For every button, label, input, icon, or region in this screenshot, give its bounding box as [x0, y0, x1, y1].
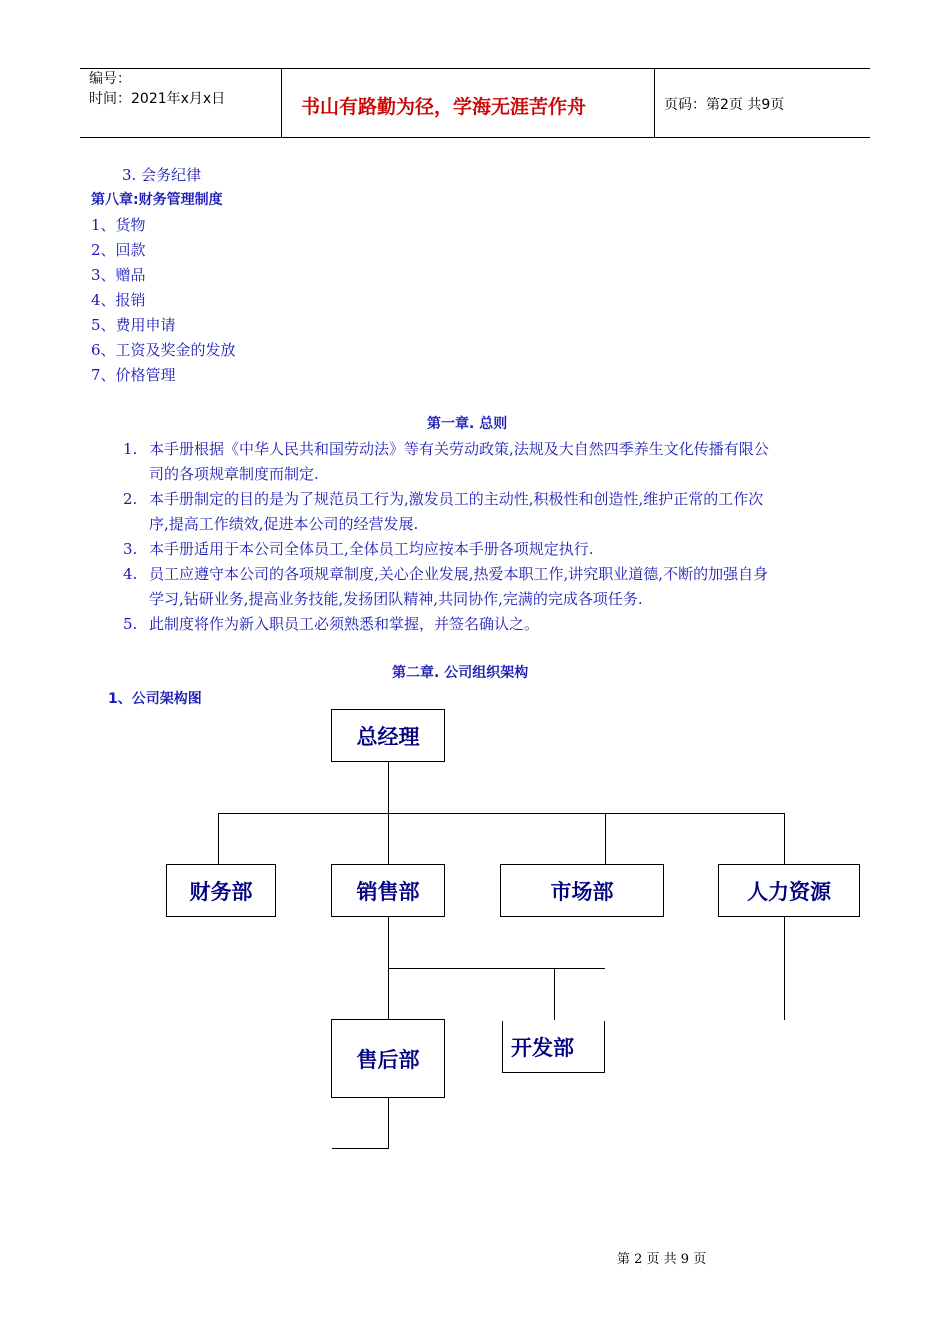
item-line: 本手册根据《中华人民共和国劳动法》等有关劳动政策,法规及大自然四季养生文化传播有限公 [149, 440, 769, 458]
item-number: 4. [123, 565, 138, 583]
header-divider [281, 69, 282, 137]
header-motto: 书山有路勤为径，学海无涯苦作舟 [301, 96, 587, 118]
org-box-development: 开发部 [502, 1021, 605, 1073]
item-line: 序,提高工作绩效,促进本公司的经营发展. [149, 515, 419, 533]
chapter1-title: 第一章. 总则 [427, 416, 508, 432]
chapter8-item: 3、赠品 [91, 266, 146, 284]
chapter1-item [123, 562, 859, 612]
item-number: 1. [123, 440, 138, 458]
org-box-ceo: 总经理 [331, 709, 445, 762]
connector-line [332, 1148, 389, 1149]
page-footer: 第 2 页 共 9 页 [617, 1252, 707, 1267]
header-time-label: 时间：2021年x月x日 [89, 91, 226, 107]
chapter8-title: 第八章:财务管理制度 [91, 192, 223, 208]
chapter1-item [123, 612, 859, 637]
chapter8-item: 4、报销 [91, 291, 146, 309]
item-line: 员工应遵守本公司的各项规章制度,关心企业发展,热爱本职工作,讲究职业道德,不断的加强自身 [149, 565, 769, 583]
chapter1-item [123, 537, 859, 562]
header-page-info: 页码：第2页 共9页 [664, 97, 785, 113]
item-line: 此制度将作为新入职员工必须熟悉和掌握，并签名确认之。 [149, 615, 540, 633]
chapter8-item: 5、费用申请 [91, 316, 176, 334]
connector-line [388, 968, 605, 969]
chapter8-item: 2、回款 [91, 241, 146, 259]
item-line: 司的各项规章制度而制定. [149, 465, 319, 483]
chapter1-item [123, 487, 859, 537]
org-box-sales: 销售部 [331, 864, 445, 917]
connector-line [784, 916, 785, 1020]
item-line: 本手册制定的目的是为了规范员工行为,激发员工的主动性,积极性和创造性,维护正常的工作次 [149, 490, 764, 508]
org-box-marketing: 市场部 [500, 864, 664, 917]
chapter2-title: 第二章. 公司组织架构 [392, 665, 529, 681]
chapter8-item: 6、工资及奖金的发放 [91, 341, 236, 359]
connector-line [388, 1097, 389, 1149]
chapter2-subtitle: 1、公司架构图 [108, 691, 202, 707]
header-divider [654, 69, 655, 137]
item-number: 3. [123, 540, 138, 558]
connector-line [218, 813, 785, 814]
toc-meeting-discipline: 3. 会务纪律 [122, 166, 202, 184]
connector-line [218, 813, 219, 865]
item-line: 学习,钻研业务,提高业务技能,发扬团队精神,共同协作,完满的完成各项任务. [149, 590, 643, 608]
org-box-after-sales: 售后部 [331, 1019, 445, 1098]
org-box-hr: 人力资源 [718, 864, 860, 917]
chapter8-item: 1、货物 [91, 216, 146, 234]
org-box-finance: 财务部 [166, 864, 276, 917]
connector-line [554, 968, 555, 1020]
connector-line [605, 813, 606, 865]
header-code-label: 编号： [89, 71, 131, 87]
item-number: 2. [123, 490, 138, 508]
chapter1-item [123, 437, 859, 487]
item-line: 本手册适用于本公司全体员工,全体员工均应按本手册各项规定执行. [149, 540, 594, 558]
connector-line [784, 813, 785, 865]
chapter8-item: 7、价格管理 [91, 366, 176, 384]
item-number: 5. [123, 615, 138, 633]
